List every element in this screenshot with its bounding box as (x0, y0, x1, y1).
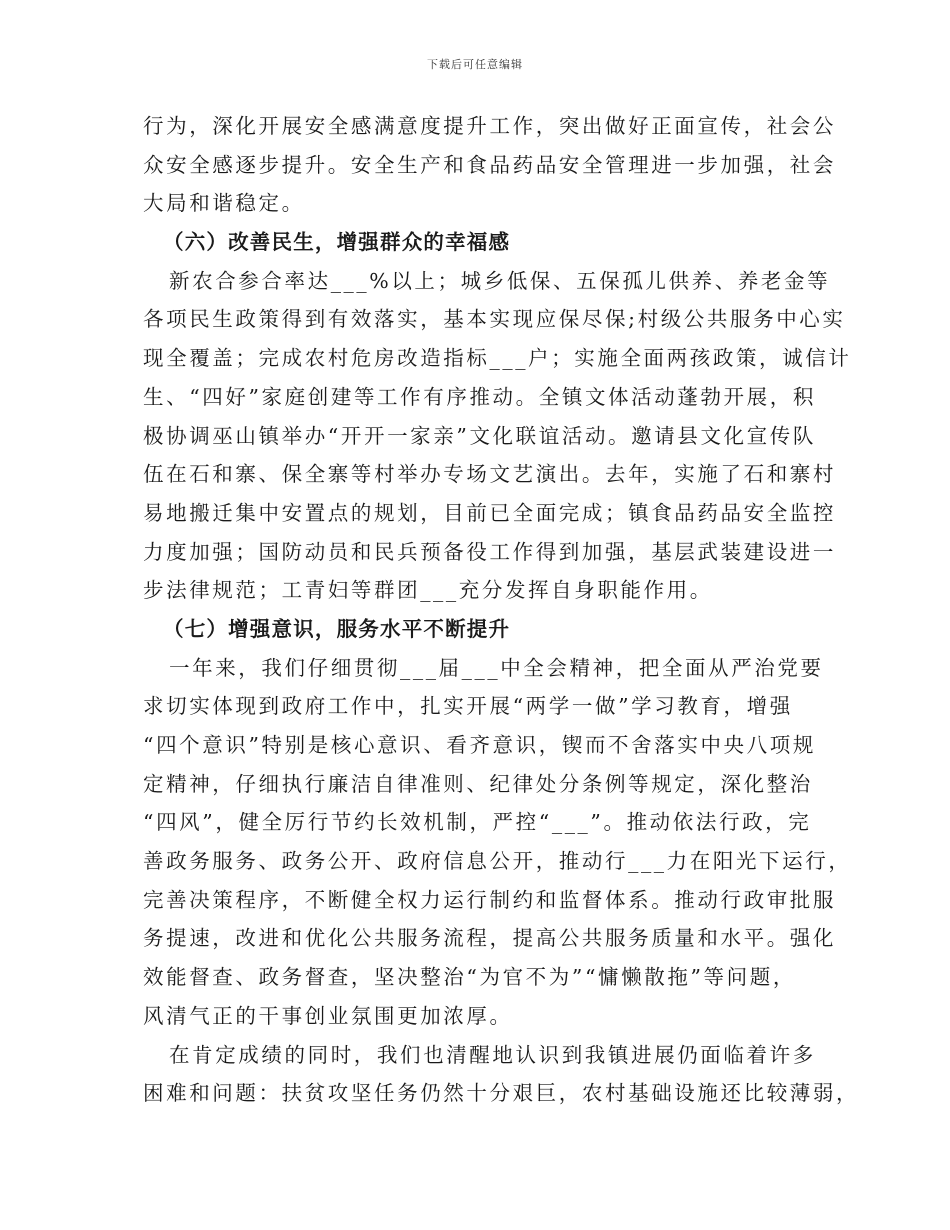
section-heading: （七）增强意识，服务水平不断提升 (163, 616, 511, 641)
text-line: 大局和谐稳定。 (143, 191, 305, 216)
text-line: 善政务服务、政务公开、政府信息公开，推动行___力在阳光下运行， (143, 849, 852, 874)
text-line: “四个意识”特别是核心意识、看齐意识，锲而不舍落实中央八项规 (143, 733, 816, 757)
text-line: 一年来，我们仔细贯彻___届___中全会精神，把全面从严治党要 (169, 655, 824, 680)
text-line: 步法律规范；工青妇等群团___充分发挥自身职能作用。 (143, 578, 713, 603)
text-line: 现全覆盖；完成农村危房改造指标___户；实施全面两孩政策，诚信计 (143, 346, 852, 371)
text-line: 易地搬迁集中安置点的规划，目前已全面完成；镇食品药品安全监控 (143, 500, 836, 525)
text-line: 求切实体现到政府工作中，扎实开展“两学一做”学习教育，增强 (143, 694, 793, 719)
section-heading: （六）改善民生，增强群众的幸福感 (163, 230, 511, 255)
text-line: 力度加强；国防动员和民兵预备役工作得到加强，基层武装建设进一 (143, 539, 836, 564)
page-header: 下载后可任意编辑 (427, 58, 523, 71)
text-line: 伍在石和寨、保全寨等村举办专场文艺演出。去年，实施了石和寨村 (143, 462, 836, 487)
text-line: 困难和问题：扶贫攻坚任务仍然十分艰巨，农村基础设施还比较薄弱， (143, 1081, 860, 1106)
document-body (143, 107, 860, 1113)
text-line: 风清气正的干事创业氛围更加浓厚。 (143, 1003, 513, 1028)
text-line: 定精神，仔细执行廉洁自律准则、纪律处分条例等规定，深化整治 (143, 771, 813, 796)
text-line: 完善决策程序，不断健全权力运行制约和监督体系。推动行政审批服 (143, 887, 836, 912)
text-line: 各项民生政策得到有效落实，基本实现应保尽保;村级公共服务中心实 (143, 307, 846, 332)
text-line: 极协调巫山镇举办“开开一家亲”文化联谊活动。邀请县文化宣传队 (143, 423, 816, 448)
text-line: 效能督查、政务督查，坚决整治“为官不为”“慵懒散拖”等问题， (143, 965, 796, 990)
text-line: 在肯定成绩的同时，我们也清醒地认识到我镇进展仍面临着许多 (169, 1042, 816, 1067)
text-line: 新农合参合率达___%以上；城乡低保、五保孤儿供养、养老金等 (169, 268, 831, 293)
text-line: 众安全感逐步提升。安全生产和食品药品安全管理进一步加强，社会 (143, 152, 836, 177)
text-line: “四风”，健全厉行节约长效机制，严控“___”。推动依法行政，完 (143, 810, 812, 835)
text-line: 务提速，改进和优化公共服务流程，提高公共服务质量和水平。强化 (143, 926, 836, 951)
text-line: 生、“四好”家庭创建等工作有序推动。全镇文体活动蓬勃开展，积 (143, 384, 816, 409)
text-line: 行为，深化开展安全感满意度提升工作，突出做好正面宣传，社会公 (143, 114, 836, 138)
